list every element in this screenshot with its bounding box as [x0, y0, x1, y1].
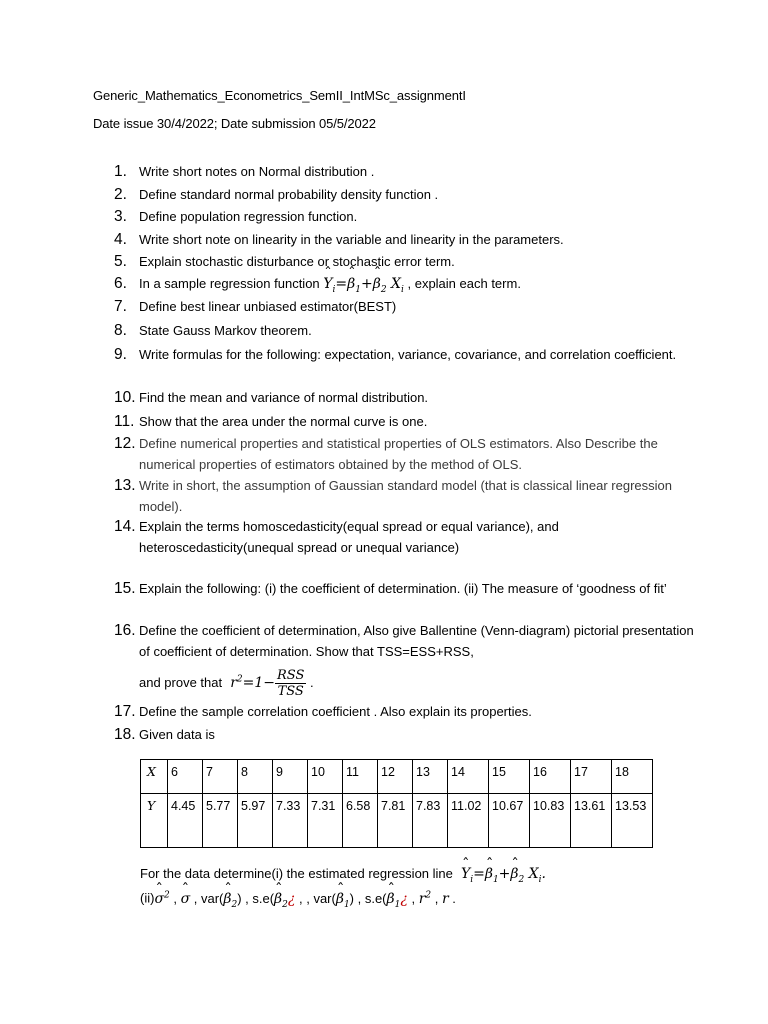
- question-text: Explain stochastic disturbance or stochastic error term.: [139, 254, 455, 269]
- prove-label: and prove that: [139, 674, 223, 690]
- question-text: Explain the following: (i) the coefficient of determination. (ii) The measure of ‘goodness of fit’: [139, 581, 667, 596]
- y-cell: 10.83: [530, 794, 571, 848]
- question-number: 18.: [114, 726, 136, 743]
- question-number: 12.: [114, 435, 136, 452]
- x-row: [141, 760, 653, 794]
- question-11: [114, 411, 694, 432]
- question-text: Define the coefficient of determination, Also give Ballentine (Venn-diagram) pictorial presentation of coefficient of determination. Show that TSS=ESS+RSS,: [139, 623, 694, 659]
- estimates-list: ˆ $\sigma^2$ , ˆ σ , var(ˆ $\beta_2$) , s.e(ˆ $\beta_2¿$ , , var(ˆ $\beta_1$) , s.e(ˆ $\beta_1¿$ , $r^2$ , r .: [154, 891, 455, 906]
- y-cell: 13.53: [612, 794, 653, 848]
- question-9: [114, 344, 694, 365]
- x-label: X: [141, 760, 168, 794]
- question-3: [114, 206, 694, 227]
- x-cell: 18: [612, 760, 653, 794]
- question-text: Explain the terms homoscedasticity(equal spread or equal variance), and heteroscedasticity(unequal spread or unequal variance): [139, 519, 559, 555]
- question-number: 10.: [114, 389, 136, 406]
- question-text: State Gauss Markov theorem.: [139, 323, 312, 338]
- question-number: 13.: [114, 477, 136, 494]
- question-text-part: , explain each term.: [407, 276, 521, 291]
- question-16: [114, 620, 694, 699]
- question-4: [114, 229, 694, 250]
- question-number: 9.: [114, 346, 127, 363]
- x-cell: 9: [273, 760, 308, 794]
- question-13: [114, 475, 694, 517]
- question-text-part: In a sample regression function: [139, 276, 320, 291]
- x-cell: 17: [571, 760, 612, 794]
- regression-formula: ˆ $Y_i=ˆ$ $\beta_1+ˆ$ $\beta_2$ $X_i$: [323, 276, 404, 292]
- question-number: 8.: [114, 322, 127, 339]
- determine-text: For the data determine(i) the estimated regression line: [140, 866, 453, 881]
- x-cell: 7: [203, 760, 238, 794]
- question-number: 11.: [114, 413, 135, 430]
- question-18: [114, 724, 694, 745]
- y-cell: 11.02: [448, 794, 489, 848]
- y-cell: 7.33: [273, 794, 308, 848]
- question-text: Define standard normal probability density function .: [139, 187, 439, 202]
- question-text: Define population regression function.: [139, 209, 358, 224]
- r-squared-formula: $r^2=1-$: [225, 674, 276, 691]
- question-text: Write in short, the assumption of Gaussian standard model (that is classical linear regression model).: [139, 478, 673, 514]
- x-cell: 16: [530, 760, 571, 794]
- question-text: Define numerical properties and statistical properties of OLS estimators. Also Describe the numerical properties of estimators obtained by the method of OLS.: [139, 436, 658, 472]
- question-15: [114, 578, 694, 599]
- question-number: 2.: [114, 186, 127, 203]
- question-10: [114, 387, 694, 408]
- question-1: [114, 161, 694, 182]
- question-text: Show that the area under the normal curve is one.: [139, 414, 428, 429]
- y-cell: 7.31: [308, 794, 343, 848]
- question-text: Define the sample correlation coefficient . Also explain its properties.: [139, 704, 532, 719]
- rss-tss-fraction: $\frac{\text{RSS}}{\text{TSS}}$: [277, 668, 305, 699]
- question-number: 15.: [114, 580, 136, 597]
- y-cell: 5.77: [203, 794, 238, 848]
- question-number: 6.: [114, 275, 127, 292]
- y-cell: 10.67: [489, 794, 530, 848]
- document-title: Generic_Mathematics_Econometrics_SemII_IntMSc_assignmentI: [93, 88, 466, 103]
- question-number: 7.: [114, 298, 127, 315]
- x-cell: 11: [343, 760, 378, 794]
- question-number: 3.: [114, 208, 127, 225]
- date-line: Date issue 30/4/2022; Date submission 05/5/2022: [93, 116, 376, 131]
- question-number: 5.: [114, 253, 127, 270]
- y-cell: 7.81: [378, 794, 413, 848]
- x-cell: 14: [448, 760, 489, 794]
- question-number: 4.: [114, 231, 127, 248]
- question-text: Given data is: [139, 727, 215, 742]
- question-number: 17.: [114, 703, 136, 720]
- question-12: [114, 433, 694, 475]
- y-label: Y: [141, 794, 168, 848]
- question-number: 16.: [114, 622, 136, 639]
- y-cell: 5.97: [238, 794, 273, 848]
- y-cell: 7.83: [413, 794, 448, 848]
- data-table: [140, 759, 653, 848]
- question-text: Write short notes on Normal distribution .: [139, 164, 375, 179]
- question-17: [114, 701, 694, 722]
- x-cell: 8: [238, 760, 273, 794]
- question-5: [114, 251, 694, 272]
- x-cell: 6: [168, 760, 203, 794]
- y-cell: 13.61: [571, 794, 612, 848]
- x-cell: 15: [489, 760, 530, 794]
- question-7: [114, 296, 694, 317]
- y-cell: 6.58: [343, 794, 378, 848]
- determine-line-2: [140, 890, 456, 909]
- question-8: [114, 320, 694, 341]
- prove-line: and prove that $r^2=1-$ $\frac{\text{RSS}}{\text{TSS}}$ .: [139, 668, 314, 699]
- y-row: [141, 794, 653, 848]
- question-2: [114, 184, 694, 205]
- question-text: Write formulas for the following: expectation, variance, covariance, and correlation coefficient.: [139, 347, 677, 362]
- x-cell: 12: [378, 760, 413, 794]
- determine-prefix: (ii): [140, 890, 155, 906]
- regression-line-formula: ˆ $Y_i=ˆ$ $\beta_1+ˆ$ $\beta_2$ $X_i$.: [457, 866, 546, 882]
- x-cell: 13: [413, 760, 448, 794]
- x-cell: 10: [308, 760, 343, 794]
- question-number: 14.: [114, 518, 136, 535]
- question-text: Find the mean and variance of normal distribution.: [139, 390, 429, 405]
- y-cell: 4.45: [168, 794, 203, 848]
- question-text: Write short note on linearity in the variable and linearity in the parameters.: [139, 232, 564, 247]
- question-14: [114, 516, 694, 558]
- question-text: Define best linear unbiased estimator(BEST): [139, 299, 397, 314]
- question-number: 1.: [114, 163, 127, 180]
